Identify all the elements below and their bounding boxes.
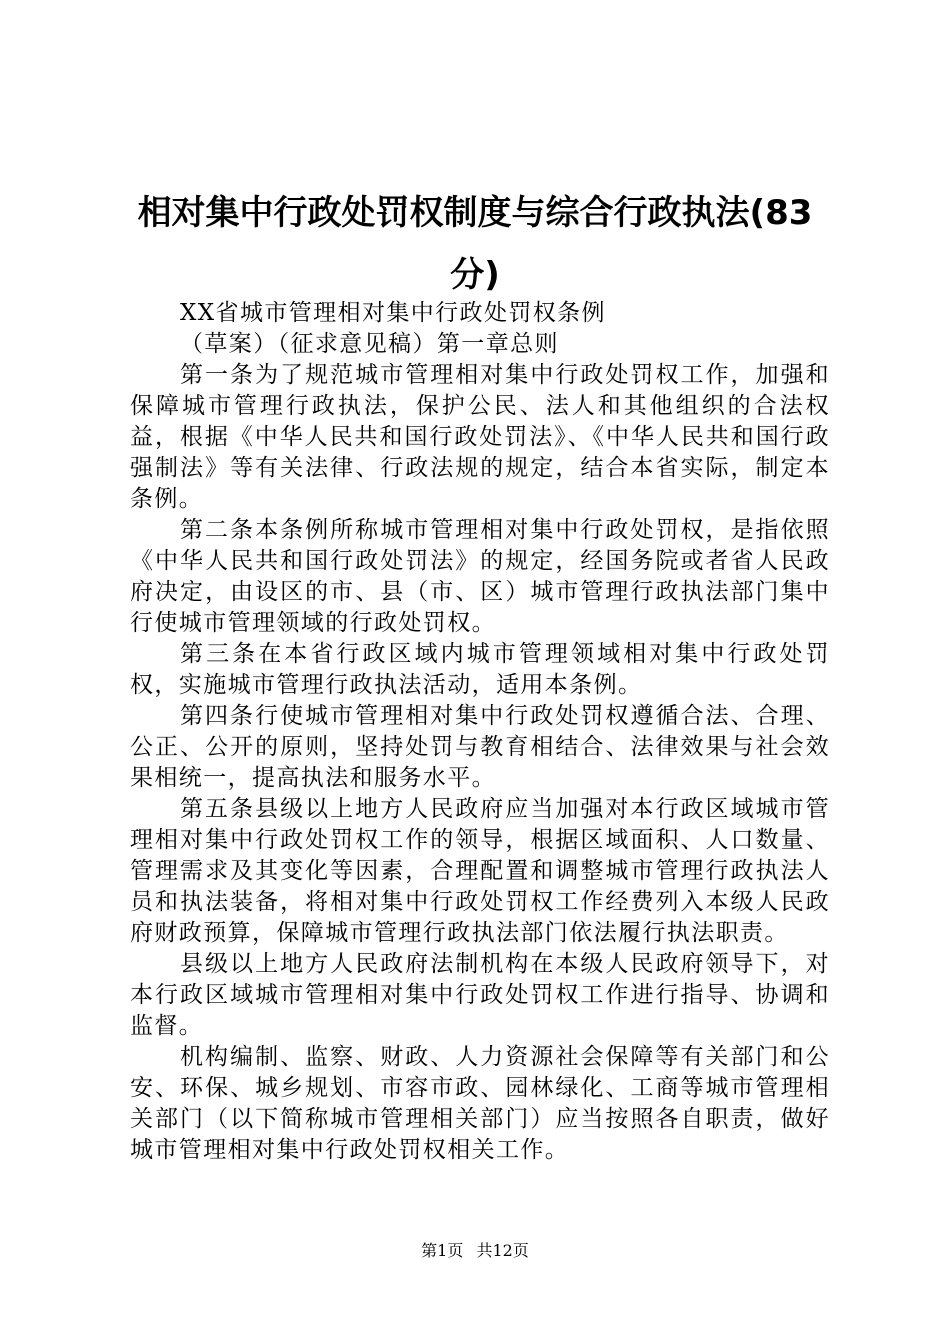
page-number: 第1页	[421, 1241, 464, 1260]
paragraph: 第四条行使城市管理相对集中行政处罚权遵循合法、合理、公正、公开的原则，坚持处罚与教育相结合、法律效果与社会效果相统一，提高执法和服务水平。	[130, 703, 830, 791]
paragraph: 第五条县级以上地方人民政府应当加强对本行政区域城市管理相对集中行政处罚权工作的领导，根据区域面积、人口数量、管理需求及其变化等因素，合理配置和调整城市管理行政执法人员和执法装备，将相对集中行政处罚权工作经费列入本级人民政府财政预算，保障城市管理行政执法部门依法履行执法职责。	[130, 796, 830, 946]
paragraph: 第三条在本省行政区域内城市管理领域相对集中行政处罚权，实施城市管理行政执法活动，适用本条例。	[130, 641, 830, 698]
document-body	[130, 298, 830, 1166]
page-footer	[0, 1241, 950, 1261]
paragraph: 第一条为了规范城市管理相对集中行政处罚权工作，加强和保障城市管理行政执法，保护公民、法人和其他组织的合法权益，根据《中华人民共和国行政处罚法》、《中华人民共和国行政强制法》等有关法律、行政法规的规定，结合本省实际，制定本条例。	[130, 362, 830, 512]
document-title: 相对集中行政处罚权制度与综合行政执法(83分)	[137, 193, 813, 295]
paragraph: （草案）（征求意见稿）第一章总则	[180, 331, 559, 357]
paragraph: 县级以上地方人民政府法制机构在本级人民政府领导下，对本行政区域城市管理相对集中行政处罚权工作进行指导、协调和监督。	[130, 951, 830, 1039]
paragraph: 机构编制、监察、财政、人力资源社会保障等有关部门和公安、环保、城乡规划、市容市政、园林绿化、工商等城市管理相关部门（以下简称城市管理相关部门）应当按照各自职责，做好城市管理相对集中行政处罚权相关工作。	[130, 1044, 830, 1163]
paragraph: 第二条本条例所称城市管理相对集中行政处罚权，是指依照《中华人民共和国行政处罚法》的规定，经国务院或者省人民政府决定，由设区的市、县（市、区）城市管理行政执法部门集中行使城市管理领域的行政处罚权。	[130, 517, 830, 636]
page-total: 共12页	[476, 1241, 529, 1260]
paragraph: XX省城市管理相对集中行政处罚权条例	[180, 300, 606, 326]
